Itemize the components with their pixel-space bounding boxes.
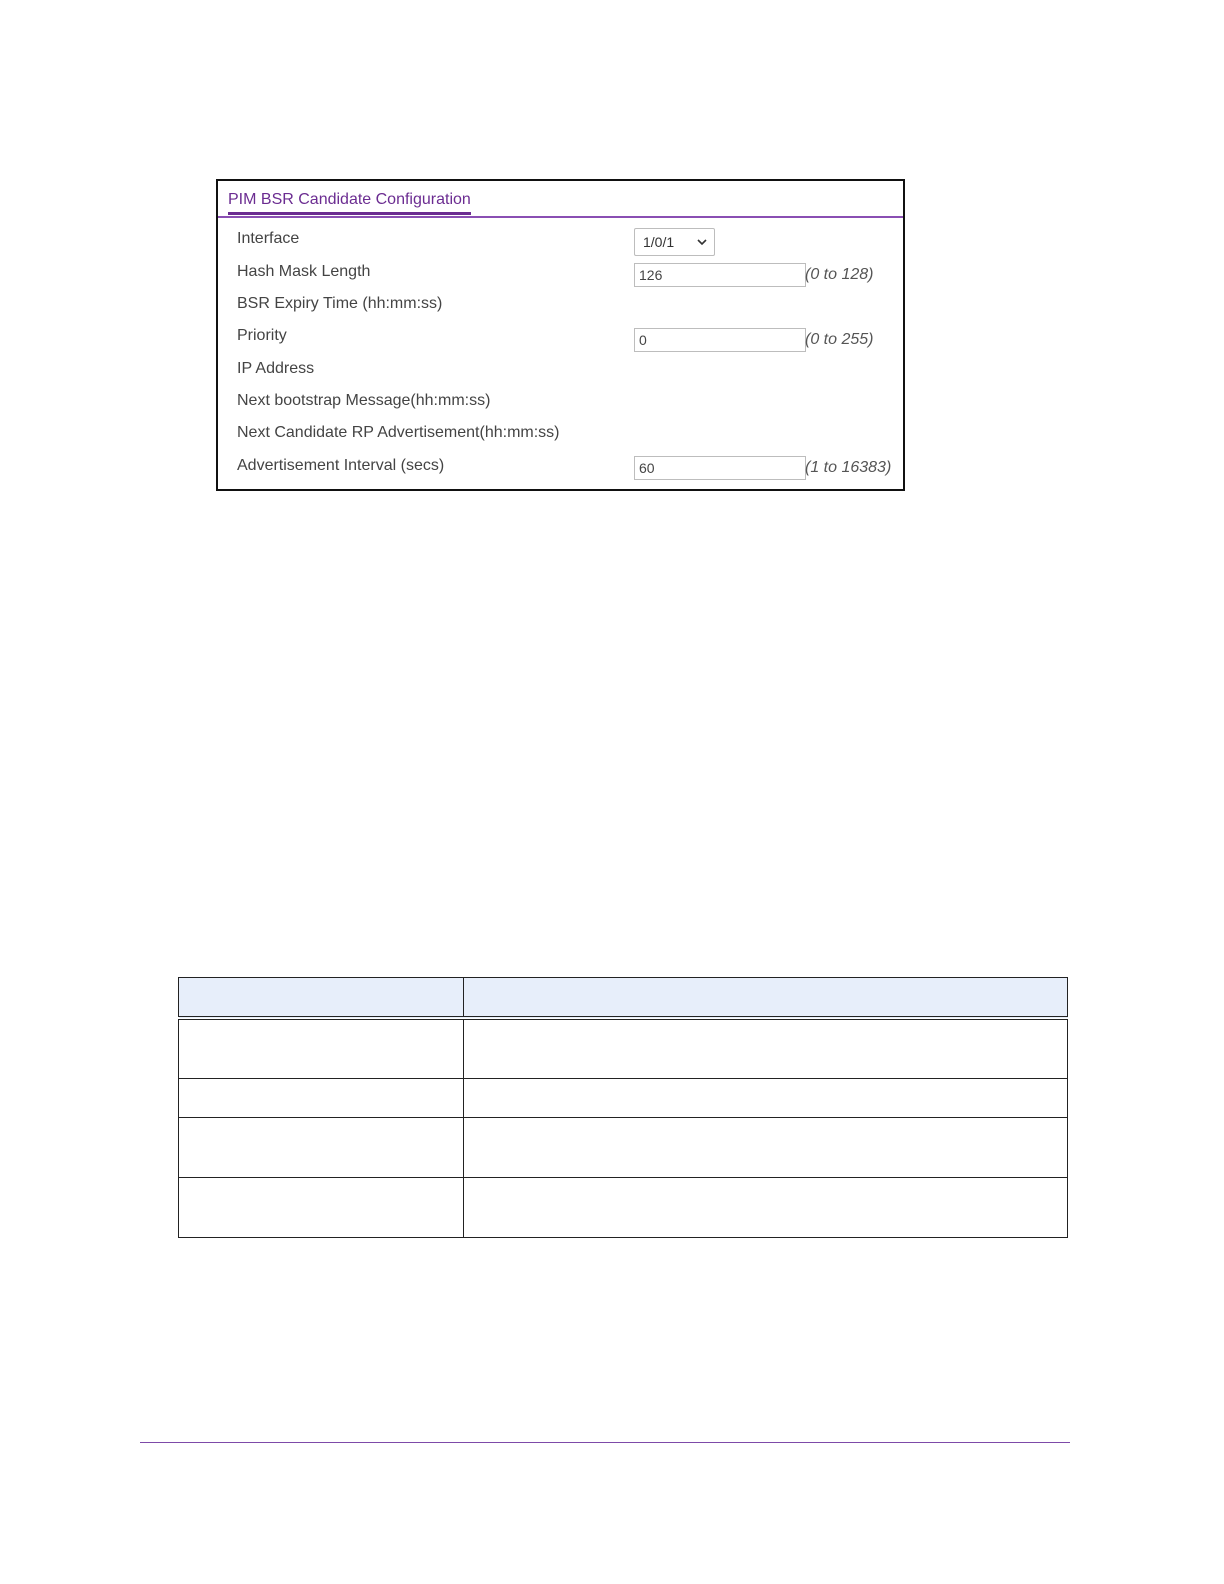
table-cell (179, 1177, 464, 1237)
table-cell (179, 1078, 464, 1117)
panel-title: PIM BSR Candidate Configuration (228, 191, 471, 215)
table-row (179, 1177, 1068, 1237)
table-cell (179, 1117, 464, 1177)
table-cell (179, 1018, 464, 1078)
interface-select-value: 1/0/1 (643, 234, 675, 250)
advertisement-interval-input[interactable] (634, 456, 806, 480)
table-header-cell (179, 978, 464, 1019)
pim-bsr-candidate-panel (216, 179, 905, 491)
footer-divider (140, 1442, 1070, 1443)
ip-address-row (218, 359, 903, 391)
next-candidate-rp-label: Next Candidate RP Advertisement(hh:mm:ss) (237, 424, 560, 441)
priority-label: Priority (237, 327, 287, 344)
panel-header (218, 181, 903, 218)
interface-select[interactable] (634, 228, 715, 256)
table-header-row (179, 978, 1068, 1019)
bsr-expiry-time-row (218, 294, 903, 326)
interface-row (218, 229, 903, 261)
ip-address-label: IP Address (237, 360, 315, 377)
priority-range: (0 to 255) (805, 331, 874, 348)
next-bootstrap-label: Next bootstrap Message(hh:mm:ss) (237, 392, 491, 409)
next-candidate-rp-row (218, 423, 903, 455)
table-cell (464, 1117, 1068, 1177)
table-cell (464, 1078, 1068, 1117)
next-bootstrap-row (218, 391, 903, 423)
advertisement-interval-label: Advertisement Interval (secs) (237, 457, 445, 474)
field-description-table (178, 977, 1068, 1238)
advertisement-interval-range: (1 to 16383) (805, 459, 892, 476)
hash-mask-length-input[interactable] (634, 263, 806, 287)
bsr-expiry-time-label: BSR Expiry Time (hh:mm:ss) (237, 295, 443, 312)
chevron-down-icon (697, 238, 707, 246)
interface-label: Interface (237, 230, 300, 247)
table-cell (464, 1018, 1068, 1078)
table-cell (464, 1177, 1068, 1237)
table-row (179, 1018, 1068, 1078)
hash-mask-length-range: (0 to 128) (805, 266, 874, 283)
hash-mask-length-label: Hash Mask Length (237, 263, 371, 280)
priority-input[interactable] (634, 328, 806, 352)
table-header-cell (464, 978, 1068, 1019)
table-row (179, 1078, 1068, 1117)
table-row (179, 1117, 1068, 1177)
